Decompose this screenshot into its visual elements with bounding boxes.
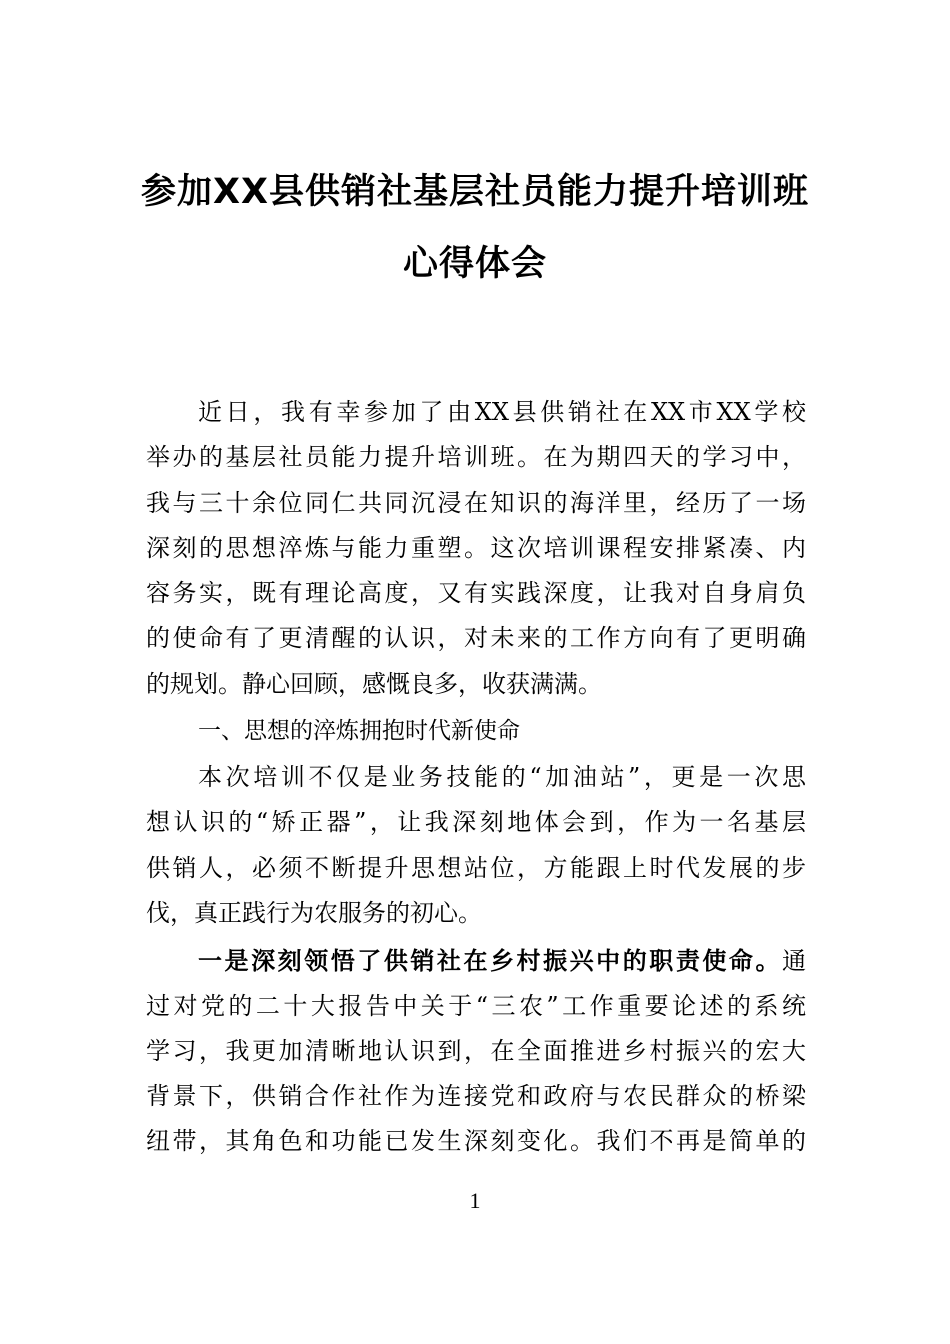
page-number: 1 (469, 1188, 481, 1213)
text-line: 我与三十余位同仁共同沉浸在知识的海洋里，经历了一场 (146, 488, 806, 517)
text-line: 伐，真正践行为农服务的初心。 (146, 898, 482, 927)
document-title-line-1: 参加XX县供销社基层社员能力提升培训班 (141, 172, 809, 212)
text-run: 通 (782, 947, 806, 976)
paragraph-point-one (146, 938, 806, 1164)
section-heading: 一、思想的淬炼拥抱时代新使命 (198, 718, 520, 745)
text-line: 背景下，供销合作社作为连接党和政府与农民群众的桥梁 (146, 1082, 806, 1111)
paragraph-intro (146, 390, 806, 707)
bold-lead-sentence: 一是深刻领悟了供销社在乡村振兴中的职责使命。 (198, 946, 782, 976)
text-line: 纽带，其角色和功能已发生深刻变化。我们不再是简单的 (146, 1127, 806, 1156)
text-line: 的规划。静心回顾，感慨良多，收获满满。 (146, 669, 602, 698)
document-body (146, 390, 806, 1165)
document-title-line-2: 心得体会 (402, 244, 547, 284)
text-line: 本次培训不仅是业务技能的“加油站”，更是一次思 (198, 763, 806, 792)
text-line: 过对党的二十大报告中关于“三农”工作重要论述的系统 (146, 991, 806, 1020)
text-line: 的使命有了更清醒的认识，对未来的工作方向有了更明确 (146, 624, 806, 653)
text-line: 近日，我有幸参加了由XX县供销社在XX市XX学校 (198, 398, 806, 426)
text-line: 容务实，既有理论高度，又有实践深度，让我对自身肩负 (146, 579, 806, 608)
paragraph-section-intro (146, 755, 806, 936)
text-line (146, 938, 806, 983)
text-line: 想认识的“矫正器”，让我深刻地体会到，作为一名基层 (146, 808, 806, 837)
text-line: 供销人，必须不断提升思想站位，方能跟上时代发展的步 (146, 853, 806, 882)
text-line: 举办的基层社员能力提升培训班。在为期四天的学习中， (146, 443, 806, 472)
text-line: 深刻的思想淬炼与能力重塑。这次培训课程安排紧凑、内 (146, 533, 806, 562)
text-line: 学习，我更加清晰地认识到，在全面推进乡村振兴的宏大 (146, 1036, 806, 1065)
